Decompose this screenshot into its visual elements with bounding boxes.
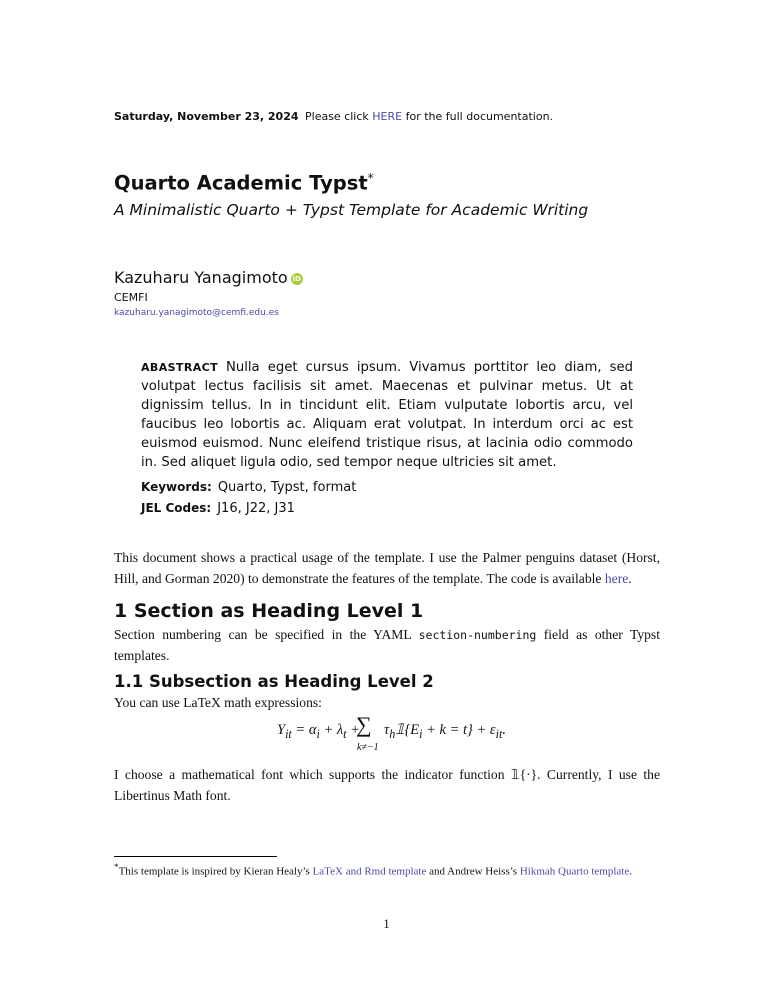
jel-value: J16, J22, J31 (217, 501, 295, 516)
author-line (114, 268, 303, 287)
footnote-divider (114, 856, 277, 857)
abstract-label: ABASTRACT (141, 361, 218, 374)
abstract-text: Nulla eget cursus ipsum. Vivamus porttitor leo diam, sed volutpat lectus facilisis sit amet. Maecenas et pulvinar metus. Ut at dignissim tellus. In in tincidunt elit. Etiam vulputate lobortis arcu, vel faucibus leo lobortis ac. Aliquam erat volutpat. In interdum orci ac est euismod euismod. Nunc eleifend tristique risus, at lacinia odio commodo in. Sed aliquet ligula odio, sed tempor neque ultricies sit amet. (141, 360, 633, 471)
keywords-value: Quarto, Typst, format (217, 480, 357, 495)
documentation-link[interactable]: HERE (372, 110, 403, 123)
footnote-text-mid: and Andrew Heiss’s (426, 865, 520, 878)
footnote-marker: * (114, 862, 119, 872)
jel-label: JEL Codes: (141, 501, 212, 515)
section-heading-1: 1 Section as Heading Level 1 (114, 600, 424, 622)
author-name: Kazuharu Yanagimoto (114, 268, 288, 287)
page-header (114, 110, 554, 123)
sum-subscript: k≠−1 (357, 742, 379, 753)
section1-text-after: field as other Typst templates. (114, 627, 660, 663)
equation-lhs: $Y_{it} = \alpha_i + \lambda_t$ + (277, 722, 360, 741)
author-email-link[interactable]: kazuharu.yanagimoto@cemfi.edu.es (114, 308, 279, 318)
doc-prefix: Please click (305, 110, 373, 123)
page-number: 1 (383, 917, 390, 931)
paper-subtitle: A Minimalistic Quarto + Typst Template for Academic Writing (114, 201, 589, 219)
footnote-text-before: This template is inspired by Kieran Healy’s (118, 865, 313, 878)
sum-symbol: ∑ (356, 712, 372, 737)
intro-end: . (628, 570, 632, 586)
section1-text-before: Section numbering can be specified in the YAML (114, 627, 419, 642)
title-footnote-marker[interactable]: * (367, 171, 374, 185)
subsection-paragraph: You can use LaTeX math expressions: (114, 695, 322, 710)
documentation-note (305, 110, 553, 123)
closing-paragraph: I choose a mathematical font which supports the indicator function 𝟙{·}. Currently, I use the Libertinus Math font. (114, 767, 660, 803)
abstract-block (141, 358, 633, 473)
keywords-label: Keywords: (141, 480, 212, 494)
hikmah-template-link[interactable]: Hikmah Quarto template (519, 865, 630, 878)
paper-title (114, 171, 374, 195)
equation-rhs: $\tau_h𝟙\{E_i + k = t\} + \varepsilon_{it}$. (384, 722, 506, 741)
doc-suffix: for the full documentation. (402, 110, 554, 123)
math-equation (270, 712, 510, 758)
title-text: Quarto Academic Typst (114, 171, 368, 195)
section-numbering-code: section-numbering (418, 628, 537, 642)
subsection-heading-1-1: 1.1 Subsection as Heading Level 2 (114, 672, 434, 691)
code-link[interactable]: here (604, 570, 629, 586)
header-date: Saturday, November 23, 2024 (114, 110, 299, 123)
footnote (114, 860, 660, 879)
keywords-line (141, 477, 356, 498)
latex-rmd-template-link[interactable]: LaTeX and Rmd template (312, 865, 427, 878)
section1-paragraph (114, 625, 660, 666)
orcid-icon[interactable]: iD (292, 274, 301, 283)
keywords-block (141, 477, 356, 519)
jel-line (141, 498, 356, 519)
footnote-end: . (629, 865, 632, 878)
intro-paragraph (114, 548, 660, 589)
intro-text: This document shows a practical usage of the template. I use the Palmer penguins dataset (Horst, Hill, and Gorman 2020) to demonstrate the features of the template. The code is available (114, 550, 660, 586)
author-affiliation: CEMFI (114, 291, 148, 304)
